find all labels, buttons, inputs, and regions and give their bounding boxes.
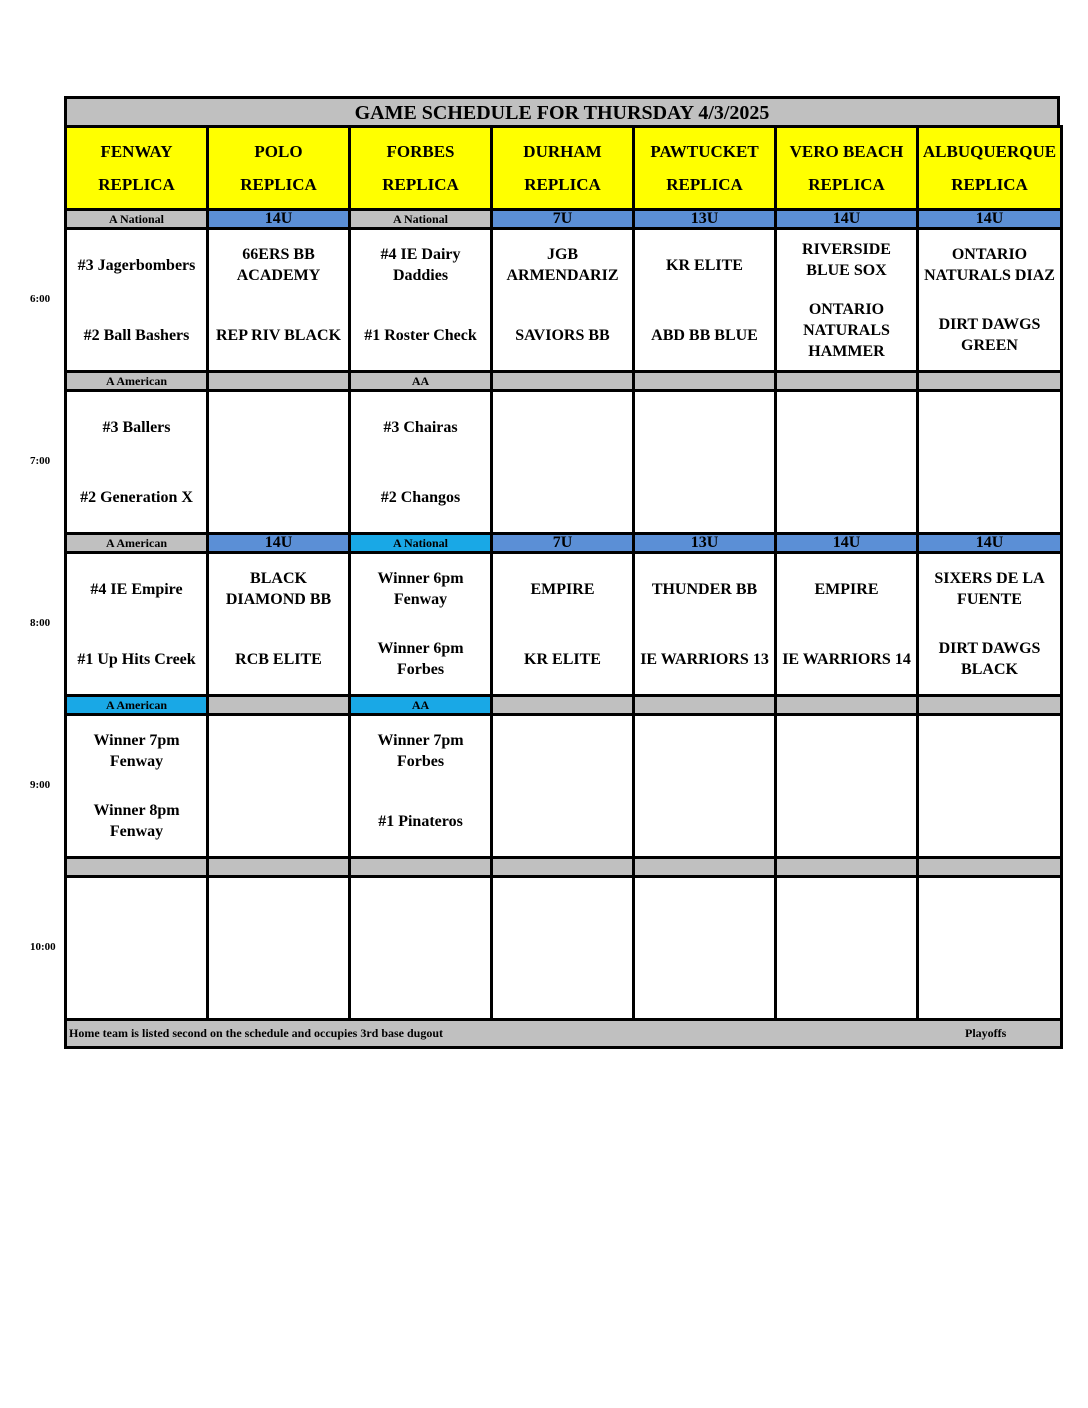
game-cell: [208, 391, 350, 534]
game-cell: [918, 391, 1062, 534]
field-name: POLO: [254, 142, 303, 161]
field-name: DURHAM: [523, 142, 602, 161]
field-header: [208, 127, 350, 210]
division-label: [776, 858, 918, 877]
field-subtitle: REPLICA: [666, 175, 743, 194]
field-header: [350, 127, 492, 210]
home-team: [919, 799, 1060, 843]
game-cell: [492, 715, 634, 858]
away-team: ONTARIO NATURALS DIAZ: [924, 246, 1055, 284]
away-team: [635, 729, 774, 773]
game-cell: [492, 391, 634, 534]
division-label: [634, 372, 776, 391]
home-team: [635, 475, 774, 519]
game-cell: [634, 715, 776, 858]
division-label: A National: [350, 210, 492, 229]
game-row: [66, 229, 1062, 372]
game-cell: [776, 715, 918, 858]
division-row: [66, 372, 1062, 391]
away-team: #3 Ballers: [102, 418, 171, 436]
division-label: 14U: [918, 210, 1062, 229]
division-label: [776, 696, 918, 715]
division-label: [918, 858, 1062, 877]
home-team: [777, 961, 916, 1005]
field-name: VERO BEACH: [789, 142, 904, 161]
game-cell: [918, 877, 1062, 1020]
home-team: Winner 6pm Forbes: [377, 640, 464, 678]
division-label: 7U: [492, 534, 634, 553]
home-team: KR ELITE: [524, 650, 601, 668]
field-header: [634, 127, 776, 210]
field-subtitle: REPLICA: [382, 175, 459, 194]
away-team: [209, 405, 348, 449]
game-cell: [634, 391, 776, 534]
division-label: [492, 858, 634, 877]
away-team: EMPIRE: [530, 580, 595, 598]
game-row: [66, 715, 1062, 858]
game-cell: [492, 229, 634, 372]
game-cell: [492, 553, 634, 696]
away-team: [635, 891, 774, 935]
away-team: [919, 405, 1060, 449]
field-name: FORBES: [386, 142, 455, 161]
game-cell: [492, 877, 634, 1020]
away-team: [777, 405, 916, 449]
division-row: [66, 210, 1062, 229]
game-cell: [918, 715, 1062, 858]
home-team: [635, 961, 774, 1005]
game-cell: [350, 553, 492, 696]
home-team: REP RIV BLACK: [215, 326, 342, 344]
home-team: [919, 961, 1060, 1005]
away-team: Winner 7pm Fenway: [93, 732, 180, 770]
game-cell: [208, 229, 350, 372]
playoffs-label: Playoffs: [965, 1026, 1007, 1040]
division-row: [66, 858, 1062, 877]
away-team: #4 IE Dairy Daddies: [380, 246, 461, 284]
game-cell: [776, 553, 918, 696]
game-cell: [208, 553, 350, 696]
game-cell: [350, 229, 492, 372]
home-team-note: Home team is listed second on the schedule and occupies 3rd base dugout: [69, 1026, 444, 1040]
division-label: [492, 696, 634, 715]
division-label: A National: [350, 534, 492, 553]
home-team: #2 Changos: [380, 488, 461, 506]
away-team: [777, 891, 916, 935]
away-team: #3 Chairas: [383, 418, 458, 436]
away-team: [777, 729, 916, 773]
away-team: KR ELITE: [666, 256, 743, 274]
home-team: DIRT DAWGS GREEN: [938, 316, 1041, 354]
home-team: #2 Generation X: [80, 488, 193, 506]
division-label: [634, 696, 776, 715]
away-team: [493, 729, 632, 773]
home-team: [493, 475, 632, 519]
game-row: [66, 877, 1062, 1020]
field-subtitle: REPLICA: [808, 175, 885, 194]
away-team: [919, 729, 1060, 773]
home-team: Winner 8pm Fenway: [93, 802, 180, 840]
away-team: THUNDER BB: [651, 580, 758, 598]
time-label: 7:00: [30, 455, 51, 467]
time-label: 9:00: [30, 779, 51, 791]
away-team: SIXERS DE LA FUENTE: [934, 570, 1045, 608]
home-team: IE WARRIORS 13: [640, 650, 769, 668]
division-label: [350, 858, 492, 877]
division-label: 13U: [634, 534, 776, 553]
division-label: 13U: [634, 210, 776, 229]
division-label: [918, 372, 1062, 391]
game-cell: [350, 391, 492, 534]
division-label: [208, 696, 350, 715]
division-label: 14U: [776, 210, 918, 229]
home-team: [777, 799, 916, 843]
home-team: #1 Roster Check: [364, 326, 477, 344]
game-cell: [66, 229, 208, 372]
home-team: [635, 799, 774, 843]
division-label: [918, 696, 1062, 715]
game-cell: [66, 553, 208, 696]
game-cell: [634, 229, 776, 372]
field-name: ALBUQUERQUE: [922, 142, 1057, 161]
division-label: AA: [350, 372, 492, 391]
division-label: AA: [350, 696, 492, 715]
home-team: [493, 961, 632, 1005]
schedule-sheet: [64, 96, 1060, 1049]
home-team: [777, 475, 916, 519]
field-header: [492, 127, 634, 210]
away-team: JGB ARMENDARIZ: [506, 246, 619, 284]
game-cell: [918, 553, 1062, 696]
time-label: 6:00: [30, 293, 51, 305]
game-cell: [66, 715, 208, 858]
game-cell: [776, 877, 918, 1020]
division-row: [66, 534, 1062, 553]
away-team: [351, 891, 490, 935]
away-team: [209, 729, 348, 773]
field-subtitle: REPLICA: [951, 175, 1028, 194]
away-team: [67, 891, 206, 935]
division-row: [66, 696, 1062, 715]
away-team: [919, 891, 1060, 935]
game-cell: [208, 877, 350, 1020]
home-team: [351, 961, 490, 1005]
home-team: ONTARIO NATURALS HAMMER: [803, 300, 890, 360]
division-label: 14U: [208, 534, 350, 553]
division-label: A American: [66, 534, 208, 553]
away-team: Winner 6pm Fenway: [377, 570, 464, 608]
time-label: 8:00: [30, 617, 51, 629]
home-team: [209, 961, 348, 1005]
home-team: [493, 799, 632, 843]
division-label: A American: [66, 372, 208, 391]
division-label: A American: [66, 696, 208, 715]
home-team: ABD BB BLUE: [651, 326, 758, 344]
schedule-table: [64, 125, 1063, 1049]
game-row: [66, 553, 1062, 696]
division-label: [66, 858, 208, 877]
division-label: [634, 858, 776, 877]
footer-row: [66, 1020, 1062, 1048]
field-header: [918, 127, 1062, 210]
game-row: [66, 391, 1062, 534]
away-team: [493, 405, 632, 449]
game-cell: [350, 715, 492, 858]
away-team: [493, 891, 632, 935]
away-team: #3 Jagerbombers: [77, 256, 196, 274]
away-team: BLACK DIAMOND BB: [225, 570, 332, 608]
division-label: 14U: [208, 210, 350, 229]
away-team: EMPIRE: [814, 580, 879, 598]
division-label: 14U: [776, 534, 918, 553]
game-cell: [66, 391, 208, 534]
division-label: A National: [66, 210, 208, 229]
division-label: 14U: [918, 534, 1062, 553]
field-subtitle: REPLICA: [240, 175, 317, 194]
field-header: [776, 127, 918, 210]
game-cell: [634, 553, 776, 696]
game-cell: [66, 877, 208, 1020]
field-name: PAWTUCKET: [650, 142, 759, 161]
home-team: [919, 475, 1060, 519]
home-team: #1 Up Hits Creek: [77, 650, 196, 668]
game-cell: [350, 877, 492, 1020]
field-header-row: [66, 127, 1062, 210]
home-team: IE WARRIORS 14: [782, 650, 911, 668]
home-team: #1 Pinateros: [378, 812, 463, 830]
home-team: [209, 475, 348, 519]
division-label: [208, 858, 350, 877]
home-team: RCB ELITE: [235, 650, 322, 668]
game-cell: [776, 391, 918, 534]
division-label: [776, 372, 918, 391]
game-cell: [776, 229, 918, 372]
home-team: #2 Ball Bashers: [83, 326, 190, 344]
game-cell: [918, 229, 1062, 372]
away-team: [209, 891, 348, 935]
time-label: 10:00: [30, 941, 56, 953]
away-team: RIVERSIDE BLUE SOX: [802, 241, 891, 280]
division-label: 7U: [492, 210, 634, 229]
field-subtitle: REPLICA: [524, 175, 601, 194]
game-cell: [208, 715, 350, 858]
schedule-title: GAME SCHEDULE FOR THURSDAY 4/3/2025: [64, 96, 1060, 125]
home-team: DIRT DAWGS BLACK: [938, 640, 1041, 678]
away-team: [635, 405, 774, 449]
home-team: SAVIORS BB: [515, 326, 610, 344]
division-label: [492, 372, 634, 391]
footer-cell: [66, 1020, 1062, 1048]
field-name: FENWAY: [100, 142, 173, 161]
home-team: [209, 799, 348, 843]
away-team: 66ERS BB ACADEMY: [236, 246, 321, 284]
home-team: [67, 961, 206, 1005]
away-team: #4 IE Empire: [90, 580, 183, 598]
game-cell: [634, 877, 776, 1020]
away-team: Winner 7pm Forbes: [377, 732, 464, 770]
division-label: [208, 372, 350, 391]
field-subtitle: REPLICA: [98, 175, 175, 194]
field-header: [66, 127, 208, 210]
